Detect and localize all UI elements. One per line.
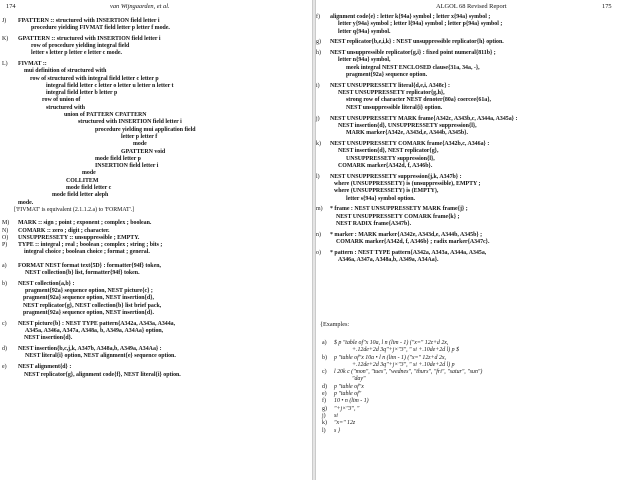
right-rule-entry [316,14,625,36]
left-rule-line: NEST literal{i} option, NEST alignment{e} sequence option. [25,353,176,360]
right-rule-line: NEST UNSUPPRESSETY MARK frame{A342c, A343b,c, A344a, A345a} : [330,115,518,122]
left-page-header: van Wijngaarden, et al. [110,3,170,10]
right-running-head [316,3,625,13]
left-rule-line: mode [82,170,96,177]
example-entry [316,398,625,405]
left-rule-line: mode field letter c [66,185,112,192]
left-rule-line: structured with [46,104,85,111]
example-entry [316,428,625,435]
right-rule-line: letter q{94a} symbol. [338,28,391,35]
right-rule-entry [316,83,625,112]
right-rule-entry [316,141,625,170]
left-rule-line: letter s letter p letter e letter c mode. [31,50,122,57]
left-rule-entry [0,235,312,242]
right-rule-line: NEST UNSUPPRESSETY COMARK frame{A342b,c, A346a} : [330,140,490,147]
left-rule-line: integral choice ; boolean choice ; format ; general. [24,249,150,256]
example-entry [316,413,625,420]
right-rule-entry [316,50,625,79]
left-rule-line: procedure yielding FIVMAT field letter p letter f mode. [31,24,170,31]
left-rule-line: integral field letter b letter p [46,90,118,97]
right-rule-label: f) [316,14,320,20]
example-label: e) [322,391,327,398]
left-rule-line: mode. [18,199,34,206]
right-rule-line: pragment{92a} sequence option. [346,72,428,79]
left-rule-line: COLLITEM [66,177,99,184]
left-rule-entry [0,220,312,227]
left-rule-entry [0,36,312,58]
left-rule-line: NEST picture{b} : NEST TYPE pattern{A342a, A343a, A344a, [18,320,176,327]
right-rule-label: i) [316,82,320,89]
right-rule-line: letter s{94a} symbol option. [346,195,416,202]
right-rule-line: where (UNSUPPRESSETY) is (unsuppressible), EMPTY ; [334,180,481,187]
left-running-head [0,3,312,13]
left-page [0,0,312,480]
left-rule-line: A345a, A346a, A347a, A348a, b, A349a, A34Aa} option, [25,328,164,335]
left-rule-line: NEST collection{a,b} : [18,280,75,287]
example-entry [316,384,625,391]
example-line: "x=" 12z [334,420,356,427]
example-label: c) [322,369,327,376]
right-rule-line: strong row of character NEST denoter{80a} coercee{61a}, [346,97,492,104]
right-rule-line: NEST unsuppressible replicator{g,i} : fixed point numeral{811b} ; [330,50,496,57]
left-rule-line: GPATTERN :: structured with INSERTION field letter i [18,35,161,42]
examples-heading: {Examples: [320,321,350,328]
left-rule-line: GPATTERN void [121,148,166,155]
left-rule-entry [0,321,312,343]
right-rule-line: NEST RADIX frame{A347b}. [336,220,412,227]
example-label: d) [322,383,327,390]
left-rule-line: NEST collection{b} list, formatter{94f} token. [25,270,140,276]
right-rule-label: j) [316,115,320,122]
right-rule-line: NEST unsuppressible literal{i} option. [346,104,443,111]
left-rule-entry [0,61,312,214]
right-rule-line: NEST UNSUPPRESSETY COMARK frame{k} ; [336,213,460,220]
right-rule-entry [316,39,625,46]
example-line: s } [334,427,341,434]
left-rule-line: pragment{92a} sequence option, NEST picture{c} ; [25,288,153,295]
left-rule-label: d) [2,346,7,353]
left-entries [0,14,312,379]
right-rule-line: * frame : NEST UNSUPPRESSETY MARK frame{j} ; [330,206,468,213]
left-rule-line: pragment{92a} sequence option, NEST insertion{d}, [23,295,154,302]
left-rule-label: a) [2,262,7,269]
left-rule-line: row of procedure yielding integral field [31,42,130,49]
example-label: g) [322,405,327,412]
left-rule-label: J) [2,17,7,24]
left-rule-line: NEST insertion{b,c,j,k, A347b, A348a,b, A349a, A34Aa} : [18,346,162,353]
left-rule-entry [0,346,312,361]
example-line: p "table of"x [334,383,364,390]
left-rule-label: O) [2,234,9,241]
right-rule-label: l) [316,173,320,180]
left-rule-label: N) [2,227,9,234]
right-rule-label: n) [316,231,321,238]
right-rule-line: * marker : MARK marker{A342e, A343d,e, A344b, A345b} ; [330,231,483,238]
right-rule-line: NEST insertion{d}, UNSUPPRESSETY suppression{l}, [338,122,477,129]
example-line: "day" [352,376,366,383]
left-rule-line: structured with INSERTION field letter i [78,119,182,126]
left-rule-label: L) [2,60,8,67]
right-rule-label: m) [316,206,323,213]
left-rule-line: UNSUPPRESSETY :: unsuppressible ; EMPTY. [18,234,140,241]
left-rule-entry [0,242,312,257]
left-rule-line: row of structured with integral field letter c letter p [30,75,159,82]
left-rule-label: b) [2,280,7,287]
right-rule-line: NEST insertion{d}, NEST replicator{g}, [338,148,439,155]
right-rule-line: MARK marker{A342e, A343d,e, A344b, A345b}. [346,130,468,137]
left-rule-line: mode field letter aleph [52,192,109,199]
left-rule-line: union of PATTERN CPATTERN [64,112,147,119]
right-rule-entry [316,116,625,138]
left-rule-line: INSERTION field letter i [95,163,159,170]
right-rule-line: alignment code{e} : letter k{94a} symbol ; letter x{94a} symbol ; [330,14,491,20]
right-rule-line: letter y{94a} symbol ; letter l{94a} symbol ; letter p{94a} symbol ; [338,21,503,28]
left-rule-line: procedure yielding mui application field [95,126,196,133]
example-line: +.12de+2d 3q"+j×"3", " si +.10de+2d l) p $ [352,347,460,354]
left-rule-line: row of union of [42,97,81,104]
right-rule-entry [316,206,625,228]
left-rule-entry [0,263,312,278]
right-rule-label: o) [316,249,321,256]
left-rule-entry [0,228,312,235]
right-rule-label: k) [316,140,321,147]
left-rule-label: P) [2,242,8,249]
example-label: j) [322,412,326,419]
left-rule-label: K) [2,35,9,42]
right-rule-line: letter n{94a} symbol, [338,57,391,64]
example-line: p "table of"x 10a • l n (lim - 1) ("x=" 12z+d 2x, [334,354,447,361]
right-page-header: ALGOL 68 Revised Report [436,3,507,10]
left-rule-label: M) [2,220,10,227]
example-label: b) [322,354,327,361]
example-entry [316,369,625,384]
right-entries [316,14,625,264]
right-rule-line: COMARK marker{A342d, f, A346b} ; radix marker{A347c}. [336,239,490,246]
right-rule-line: COMARK marker{A342d, f, A346b}. [338,162,433,169]
left-rule-line: MARK :: sign ; point ; exponent ; complex ; boolean. [18,220,152,227]
right-rule-line: NEST UNSUPPRESSETY literal{d,e,i, A348c} : [330,82,451,89]
example-label: f) [322,398,326,405]
left-rule-line: FIVMAT :: [18,60,47,67]
example-label: k) [322,420,327,427]
example-line: +.12de+2d 3q"+j×"3", " si +.10de+2d l) p [352,361,455,368]
example-line: 10 • n (lim - 1) [334,398,369,405]
right-page-number: 175 [602,3,612,10]
right-rule-label: h) [316,50,321,57]
right-rule-line: A346a, A347a, A348a,b, A349a, A34Aa}. [338,257,439,264]
examples-list [316,340,625,435]
left-rule-line: COMARK :: zero ; digit ; character. [18,227,110,234]
left-rule-label: c) [2,320,7,327]
example-entry [316,340,625,355]
left-rule-entry [0,18,312,33]
left-rule-line: pragment{92a} sequence option, NEST insertion{d}. [23,309,154,316]
example-entry [316,355,625,370]
left-rule-line: mode field letter p [95,155,141,162]
example-line: l 20k c ("mon", "tues", "wednes", "thurs", "fri", "satur", "sun") [334,369,483,376]
right-rule-line: NEST UNSUPPRESSETY suppression{j,k, A347b} : [330,173,462,180]
right-rule-entry [316,250,625,265]
left-rule-line: FORMAT NEST format text{5D} : formatter{94f} token, [18,262,161,269]
left-rule-line: TYPE :: integral ; real ; boolean ; complex ; string ; bits ; [18,242,163,249]
right-rule-line: NEST UNSUPPRESSETY replicator{g,h}, [338,90,445,97]
left-rule-line: FPATTERN :: structured with INSERTION field letter i [18,17,160,24]
right-rule-line: NEST replicator{b,e,i,k} : NEST unsuppressible replicator{h} option. [330,39,504,46]
left-page-number: 174 [6,3,16,10]
left-rule-line: mui definition of structured with [24,68,107,75]
example-entry [316,406,625,413]
example-label: l) [322,427,326,434]
left-rule-line: NEST replicator{g}, alignment code{f}, NEST literal{i} option. [24,371,181,378]
left-rule-line: mode [133,141,147,148]
left-rule-line: integral field letter c letter o letter u letter n letter t [46,82,174,89]
right-rule-line: * pattern : NEST TYPE pattern{A342a, A343a, A344a, A345a, [330,249,487,256]
left-rule-line: letter p letter f [121,133,158,140]
example-line: $ p "table of"x 10a, l n (lim - 1) ("x=" 12z+d 2x, [334,340,449,346]
left-rule-entry [0,364,312,379]
example-line: p "table of" [334,391,362,398]
left-rule-label: e) [2,364,7,371]
left-rule-line: NEST replicator{g}, NEST collection{b} list brief pack, [23,302,162,309]
left-rule-line: ['FIVMAT' is equivalent (2.1.1.2.a) to 'FORMAT'.] [14,206,135,213]
left-rule-line: NEST insertion{d}. [24,335,73,342]
left-rule-line: NEST alignment{d} : [18,364,72,371]
left-rule-entry [0,281,312,317]
right-page [316,0,625,480]
example-label: a) [322,340,327,346]
right-rule-line: where (UNSUPPRESSETY) is (EMPTY), [334,188,439,195]
right-rule-line: UNSUPPRESSETY suppression{l}, [346,155,435,162]
example-line: "+j×"3", " [334,405,360,412]
right-rule-entry [316,232,625,247]
right-rule-label: g) [316,39,321,46]
example-line: si [334,412,338,419]
example-entry [316,420,625,427]
right-rule-entry [316,174,625,203]
right-rule-line: meek integral NEST ENCLOSED clause{31a, 34a, -}, [346,64,480,71]
